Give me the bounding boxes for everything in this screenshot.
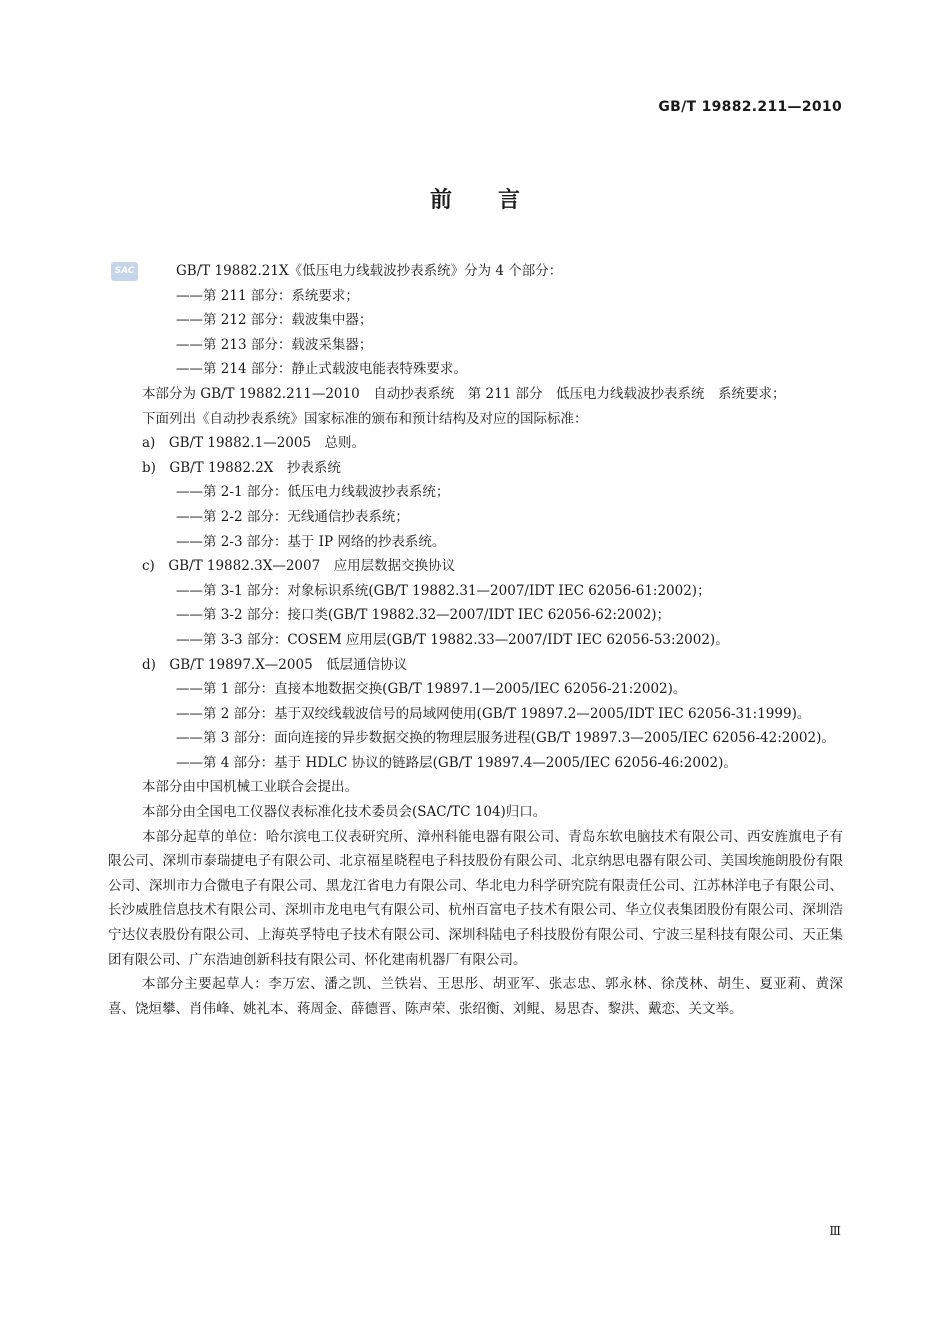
- document-body: [108, 259, 843, 1021]
- sub-part-list-item: ——第 3-3 部分：COSEM 应用层(GB/T 19882.33—2007/IDT IEC 62056-53:2002)。: [176, 631, 729, 648]
- intro-paragraph: GB/T 19882.21X《低压电力线载波抄表系统》分为 4 个部分：: [176, 263, 563, 279]
- standard-list-item: a) GB/T 19882.1—2005 总则。: [142, 435, 366, 452]
- sub-part-list-item: ——第 2 部分：基于双绞线载波信号的局域网使用(GB/T 19897.2—2005/IDT IEC 62056-31:1999)。: [176, 705, 811, 722]
- page-number: Ⅲ: [829, 1224, 840, 1238]
- standard-list-item: c) GB/T 19882.3X—2007 应用层数据交换协议: [142, 558, 456, 575]
- sub-part-list-item: ——第 2-3 部分：基于 IP 网络的抄表系统。: [176, 533, 446, 550]
- standard-number: GB/T 19882.211—2010: [658, 99, 842, 115]
- sac-logo-icon: SAC: [111, 262, 138, 281]
- part-list-item: ——第 211 部分：系统要求；: [176, 287, 359, 304]
- sub-part-list-item: ——第 4 部分：基于 HDLC 协议的链路层(GB/T 19897.4—2005/IEC 62056-46:2002)。: [176, 754, 737, 771]
- part-list-item: ——第 212 部分：载波集中器；: [176, 312, 373, 329]
- drafting-units-paragraph: 本部分起草的单位：哈尔滨电工仪表研究所、漳州科能电器有限公司、青岛东软电脑技术有限公司、西安旌旗电子有限公司、深圳市泰瑞捷电子有限公司、北京福星晓程电子科技股份有限公司、北京纳思电器有限公司、美国埃施朗股份有限公司、深圳市力合微电子有限公司、黑龙江省电力有限公司、华北电力科学研究院有限责任公司、江苏林洋电子有限公司、长沙威胜信息技术有限公司、深圳市龙电电气有限公司、杭州百富电子技术有限公司、华立仪表集团股份有限公司、深圳浩宁达仪表股份有限公司、上海英孚特电子技术有限公司、深圳科陆电子科技股份有限公司、宁波三星科技有限公司、天正集团有限公司、广东浩迪创新科技有限公司、怀化建南机器厂有限公司。: [108, 828, 843, 968]
- sub-part-list-item: ——第 3-1 部分：对象标识系统(GB/T 19882.31—2007/IDT IEC 62056-61:2002)；: [176, 582, 711, 599]
- structure-intro-paragraph: 下面列出《自动抄表系统》国家标准的颁布和预计结构及对应的国际标准：: [142, 410, 588, 427]
- part-list-item: ——第 213 部分：载波采集器；: [176, 336, 373, 353]
- proposer-paragraph: 本部分由中国机械工业联合会提出。: [142, 779, 358, 796]
- page-title: 前言: [429, 188, 566, 213]
- sub-part-list-item: ——第 3 部分：面向连接的异步数据交换的物理层服务进程(GB/T 19897.3—2005/IEC 62056-42:2002)。: [176, 730, 835, 747]
- scope-paragraph: 本部分为 GB/T 19882.211—2010 自动抄表系统 第 211 部分 低压电力线载波抄表系统 系统要求；: [142, 385, 786, 402]
- standard-list-item: d) GB/T 19897.X—2005 低层通信协议: [142, 656, 408, 673]
- sub-part-list-item: ——第 1 部分：直接本地数据交换(GB/T 19897.1—2005/IEC 62056-21:2002)。: [176, 681, 687, 698]
- drafters-paragraph: 本部分主要起草人：李万宏、潘之凯、兰铁岩、王思彤、胡亚军、张志忠、郭永林、徐茂林、胡生、夏亚莉、黄深喜、饶烜攀、肖伟峰、姚礼本、蒋周金、薛德晋、陈声荣、张绍衡、刘鲲、易思杏、黎洪、戴恋、关文举。: [108, 976, 843, 1017]
- sub-part-list-item: ——第 3-2 部分：接口类(GB/T 19882.32—2007/IDT IEC 62056-62:2002)；: [176, 607, 671, 624]
- committee-paragraph: 本部分由全国电工仪器仪表标准化技术委员会(SAC/TC 104)归口。: [142, 804, 547, 821]
- part-list-item: ——第 214 部分：静止式载波电能表特殊要求。: [176, 361, 467, 378]
- standard-list-item: b) GB/T 19882.2X 抄表系统: [142, 459, 341, 476]
- sub-part-list-item: ——第 2-2 部分：无线通信抄表系统；: [176, 508, 409, 525]
- sub-part-list-item: ——第 2-1 部分：低压电力线载波抄表系统；: [176, 484, 450, 501]
